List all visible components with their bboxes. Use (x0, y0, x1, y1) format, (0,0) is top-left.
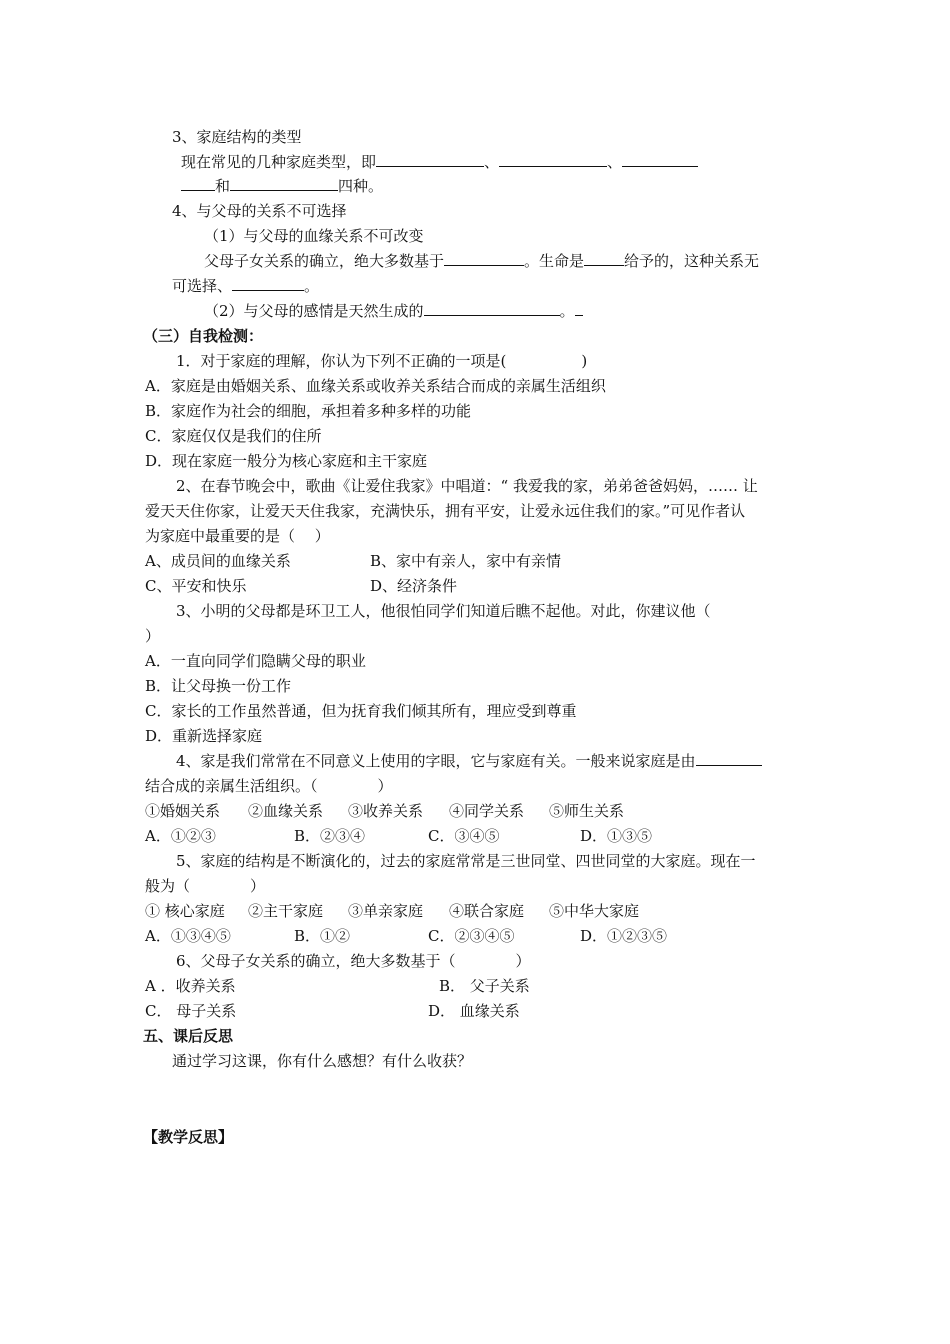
separator: 、 (484, 153, 500, 171)
q4-choice-5: ⑤师生关系 (549, 802, 625, 820)
family-type-blank-4[interactable] (181, 176, 215, 191)
q4-option-c[interactable]: C．③④⑤ (428, 827, 500, 845)
reflection-prompt: 通过学习这课，你有什么感想？有什么收获？ (172, 1052, 473, 1070)
q6-option-a[interactable]: A ．收养关系 (145, 977, 236, 995)
q3-option-d[interactable]: D．重新选择家庭 (145, 727, 263, 745)
family-type-blank-2[interactable] (499, 152, 607, 167)
q5-choice-4: ④联合家庭 (449, 902, 525, 920)
self-check-heading: （三）自我检测： (143, 327, 264, 345)
teaching-reflection-heading: 【教学反思】 (143, 1128, 234, 1146)
sub1-text-a: 父母子女关系的确立，绝大多数基于 (204, 252, 445, 270)
q2-option-c[interactable]: C、平安和快乐 (145, 577, 247, 595)
q6-option-b[interactable]: B． 父子关系 (439, 977, 530, 995)
q5-choice-2: ②主干家庭 (248, 902, 324, 920)
section4-sub2 (204, 301, 583, 321)
reflection-heading: 五、课后反思 (143, 1027, 234, 1045)
section4-sub1-text-cont (172, 276, 319, 296)
section3-line2 (181, 176, 383, 196)
q6-stem: 6、父母子女关系的确立，绝大多数基于（ ） (176, 952, 531, 970)
family-type-blank-3[interactable] (622, 152, 698, 167)
q5-choice-3: ③单亲家庭 (348, 902, 424, 920)
sub1-text-e: 。 (304, 277, 320, 295)
sub2-text-a: （2）与父母的感情是天然生成的 (204, 302, 424, 320)
q4-choice-4: ④同学关系 (449, 802, 525, 820)
q1-stem: 1．对于家庭的理解，你认为下列不正确的一项是( ) (176, 352, 588, 370)
q5-stem-line1: 5、家庭的结构是不断演化的，过去的家庭常常是三世同堂、四世同堂的大家庭。现在一 (176, 852, 756, 870)
q4-option-b[interactable]: B．②③④ (294, 827, 366, 845)
q5-option-b[interactable]: B．①② (294, 927, 351, 945)
q3-stem-line1: 3、小明的父母都是环卫工人，他很怕同学们知道后瞧不起他。对此，你建议他（ (176, 602, 711, 620)
q1-option-d[interactable]: D．现在家庭一般分为核心家庭和主干家庭 (145, 452, 428, 470)
q5-choice-5: ⑤中华大家庭 (549, 902, 640, 920)
section3-line1 (181, 152, 698, 172)
q2-option-a[interactable]: A、成员间的血缘关系 (145, 552, 291, 570)
unchangeable-blank[interactable] (232, 276, 304, 291)
sub1-text-c: 给予的，这种关系无 (624, 252, 760, 270)
q1-option-c[interactable]: C．家庭仅仅是我们的住所 (145, 427, 322, 445)
section3-line1-prefix: 现在常见的几种家庭类型，即 (181, 153, 377, 171)
sub2-text-b: 。 (559, 302, 575, 320)
q4-stem-text: 4、家是我们常常在不同意义上使用的字眼，它与家庭有关。一般来说家庭是由 (176, 752, 696, 770)
q1-option-a[interactable]: A．家庭是由婚姻关系、血缘关系或收养关系结合而成的亲属生活组织 (145, 377, 606, 395)
q3-stem-line2: ） (145, 627, 161, 645)
section4-title: 4、与父母的关系不可选择 (172, 202, 347, 220)
q1-option-b[interactable]: B．家庭作为社会的细胞，承担着多种多样的功能 (145, 402, 472, 420)
section3-title: 3、家庭结构的类型 (172, 128, 302, 146)
q3-option-b[interactable]: B．让父母换一份工作 (145, 677, 292, 695)
sub1-text-b: 。生命是 (524, 252, 585, 270)
q3-option-a[interactable]: A．一直向同学们隐瞒父母的职业 (145, 652, 366, 670)
section4-sub1-title: （1）与父母的血缘关系不可改变 (204, 227, 424, 245)
q5-option-a[interactable]: A．①③④⑤ (145, 927, 231, 945)
section4-sub1-text (204, 251, 759, 271)
life-giver-blank[interactable] (584, 251, 624, 266)
trailing-blank (575, 301, 583, 316)
q4-choice-3: ③收养关系 (348, 802, 424, 820)
q4-option-d[interactable]: D．①③⑤ (580, 827, 653, 845)
family-type-blank-5[interactable] (230, 176, 338, 191)
q4-option-a[interactable]: A．①②③ (145, 827, 216, 845)
q5-stem-line2: 般为（ ） (145, 877, 266, 895)
q5-option-c[interactable]: C．②③④⑤ (428, 927, 515, 945)
q2-stem-line2: 爱天天住你家，让爱天天住我家，充满快乐，拥有平安，让爱永远住我们的家。”可见作者认 (145, 502, 746, 520)
separator: 、 (607, 153, 623, 171)
q4-stem-line2: 结合成的亲属生活组织。（ ） (145, 777, 393, 795)
q5-option-d[interactable]: D．①②③⑤ (580, 927, 668, 945)
q2-stem-line3: 为家庭中最重要的是（ ） (145, 527, 330, 545)
q4-choice-2: ②血缘关系 (248, 802, 324, 820)
sub1-text-d: 可选择、 (172, 277, 233, 295)
q2-option-b[interactable]: B、家中有亲人，家中有亲情 (370, 552, 562, 570)
q5-choice-1: ① 核心家庭 (145, 902, 225, 920)
q6-option-d[interactable]: D． 血缘关系 (428, 1002, 520, 1020)
q2-stem-line1: 2、在春节晚会中，歌曲《让爱住我家》中唱道：“ 我爱我的家，弟弟爸爸妈妈，…… 让 (176, 477, 758, 495)
natural-feeling-blank[interactable] (424, 301, 560, 316)
section3-line2-suffix: 四种。 (338, 177, 384, 195)
relationship-basis-blank[interactable] (444, 251, 524, 266)
q3-option-c[interactable]: C．家长的工作虽然普通，但为抚育我们倾其所有，理应受到尊重 (145, 702, 577, 720)
q4-blank[interactable] (696, 751, 762, 766)
q2-option-d[interactable]: D、经济条件 (370, 577, 458, 595)
family-type-blank-1[interactable] (376, 152, 484, 167)
section3-line2-mid: 和 (215, 177, 231, 195)
q4-stem-line1 (176, 751, 762, 771)
q4-choice-1: ①婚姻关系 (145, 802, 221, 820)
q6-option-c[interactable]: C． 母子关系 (145, 1002, 237, 1020)
